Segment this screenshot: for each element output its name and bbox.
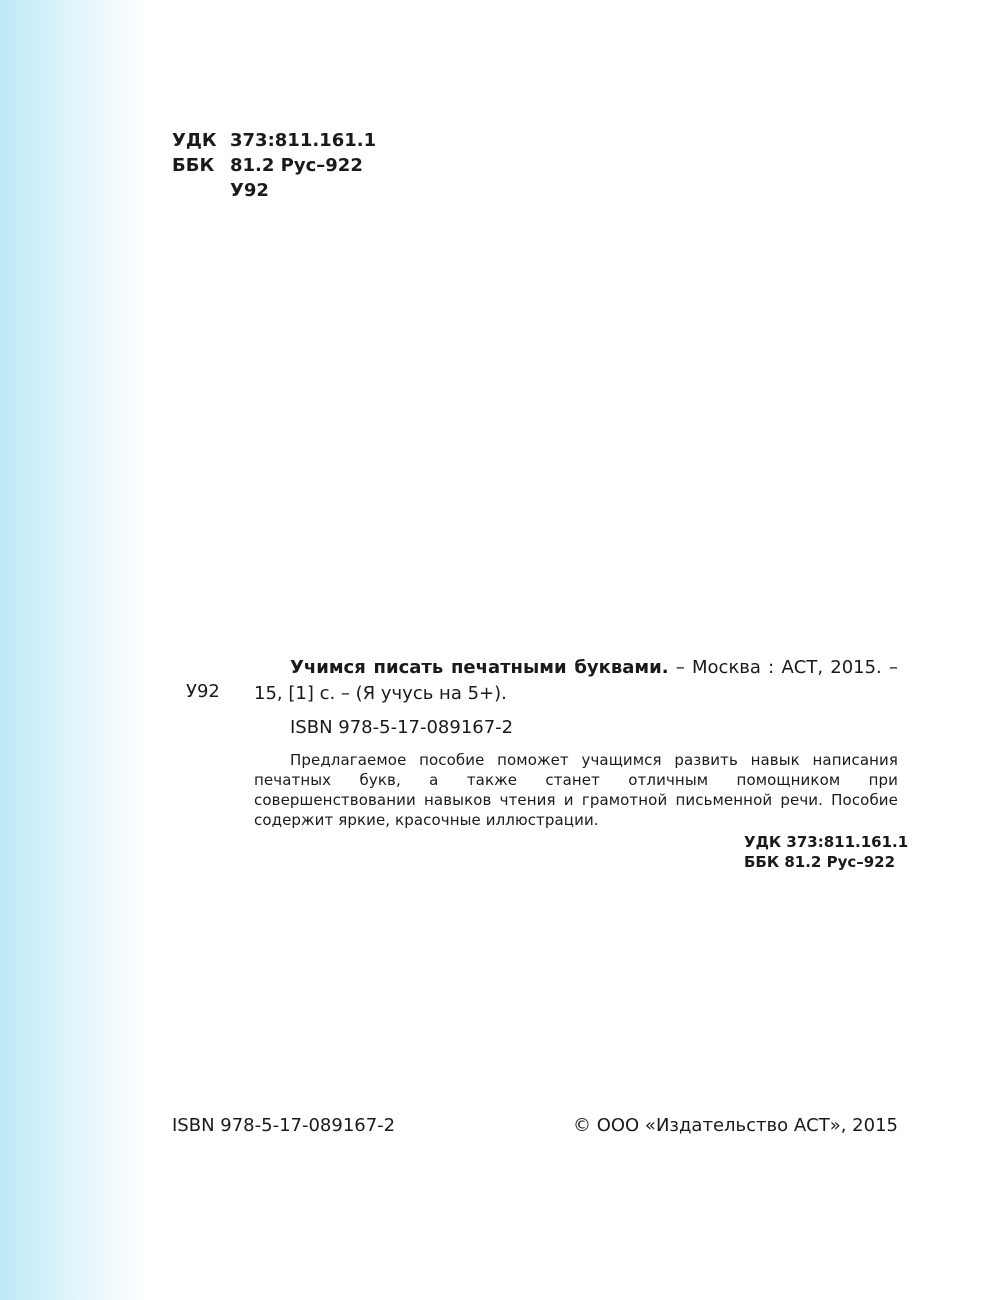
- author-sign-value: У92: [230, 180, 269, 201]
- footer-copyright: © ООО «Издательство АСТ», 2015: [572, 1115, 898, 1136]
- author-mark: У92: [186, 681, 220, 702]
- classification-block: [172, 128, 376, 203]
- bibliographic-entry: [254, 655, 898, 707]
- udk-row: [172, 128, 376, 153]
- footer-isbn: ISBN 978-5-17-089167-2: [172, 1115, 396, 1136]
- cover-edge-strip: [0, 0, 150, 1300]
- bbk-row: [172, 153, 376, 178]
- udk-label: УДК: [172, 130, 217, 151]
- bbk-label: ББК: [172, 155, 215, 176]
- record-codes: [744, 832, 908, 872]
- book-title: Учимся писать печатными буквами.: [290, 657, 669, 678]
- annotation: Предлагаемое пособие поможет учащимся развить навык написания печатных букв, а также станет отличным помощником при совершенствовании навыков чтения и грамотной письменной речи. Пособие содержит яркие, красочные иллюстрации.: [254, 751, 898, 829]
- record-bbk: ББК 81.2 Рус–922: [744, 853, 896, 871]
- bibliographic-record: [254, 655, 898, 830]
- record-isbn: ISBN 978-5-17-089167-2: [290, 717, 514, 738]
- record-udk: УДК 373:811.161.1: [744, 833, 909, 851]
- author-sign-row: [172, 178, 376, 203]
- imprint: – Москва : АСТ, 2015. – 15, [1] с. – (Я учусь на 5+).: [254, 657, 898, 704]
- bbk-value: 81.2 Рус–922: [230, 155, 363, 176]
- udk-value: 373:811.161.1: [230, 130, 377, 151]
- author-sign-label: [172, 178, 230, 203]
